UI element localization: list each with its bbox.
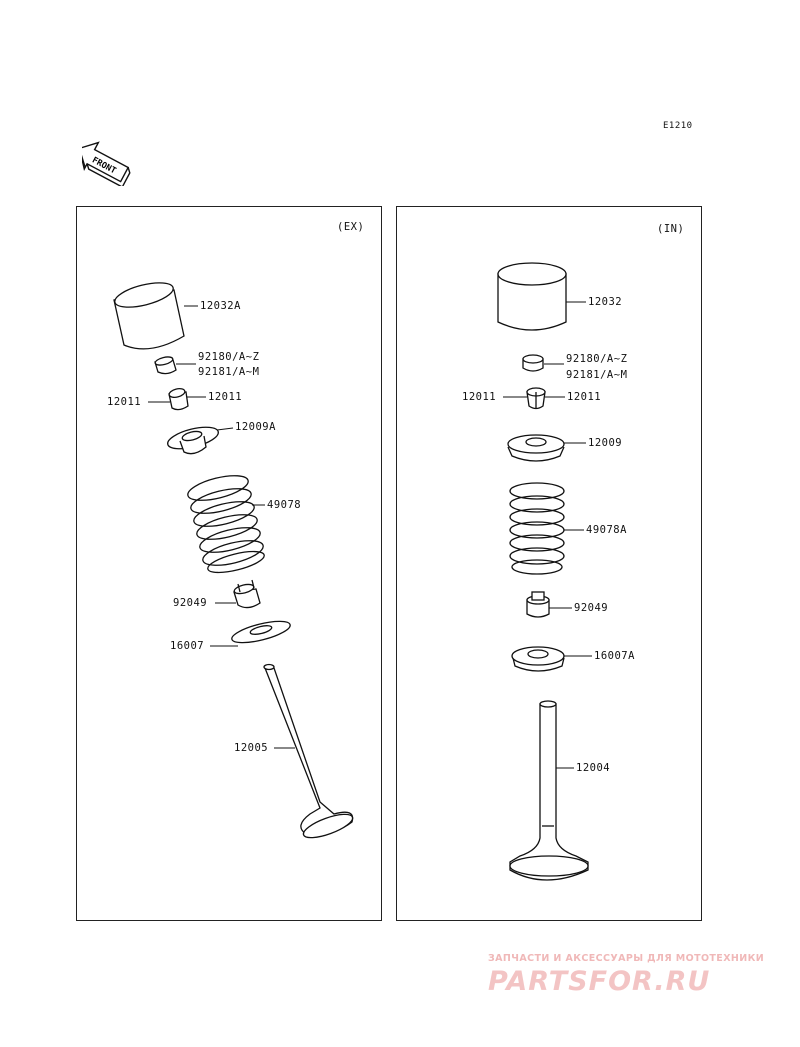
in-label-tappet: 12032 <box>588 296 623 308</box>
figure-code: E1210 <box>663 121 693 131</box>
in-cotter-icon <box>527 388 545 409</box>
ex-label-retainer: 12009A <box>235 421 276 433</box>
ex-panel-label: (EX) <box>337 221 365 233</box>
in-label-cotter-right: 12011 <box>567 391 602 403</box>
in-retainer-icon <box>508 435 564 461</box>
in-label-shim-b: 92181/A~M <box>566 369 628 381</box>
in-seal-icon <box>527 592 549 617</box>
ex-label-valve: 12005 <box>234 742 269 754</box>
in-spring-icon <box>510 483 564 574</box>
in-label-shim-a: 92180/A~Z <box>566 353 628 365</box>
ex-label-shim-a: 92180/A~Z <box>198 351 260 363</box>
ex-label-spring: 49078 <box>267 499 302 511</box>
in-label-spring: 49078A <box>586 524 627 536</box>
ex-label-cotter-right: 12011 <box>208 391 243 403</box>
in-label-retainer: 12009 <box>588 437 623 449</box>
in-seat-icon <box>512 647 564 671</box>
watermark-text: ЗАПЧАСТИ И АКСЕССУАРЫ ДЛЯ МОТОТЕХНИКИ <box>488 953 765 964</box>
in-shim-icon <box>523 355 543 371</box>
in-panel-label: (IN) <box>657 223 685 235</box>
ex-label-tappet: 12032A <box>200 300 241 312</box>
in-valve-icon <box>510 701 588 880</box>
watermark-logo: PARTSFOR.RU <box>488 966 711 997</box>
ex-label-cotter-left: 12011 <box>107 396 142 408</box>
in-label-seal: 92049 <box>574 602 609 614</box>
ex-label-shim-b: 92181/A~M <box>198 366 260 378</box>
ex-label-seat: 16007 <box>170 640 205 652</box>
in-label-valve: 12004 <box>576 762 611 774</box>
in-tappet-icon <box>498 263 566 330</box>
front-label: FRONT <box>90 155 118 177</box>
ex-label-seal: 92049 <box>173 597 208 609</box>
in-label-cotter-left: 12011 <box>462 391 497 403</box>
in-label-seat: 16007A <box>594 650 635 662</box>
